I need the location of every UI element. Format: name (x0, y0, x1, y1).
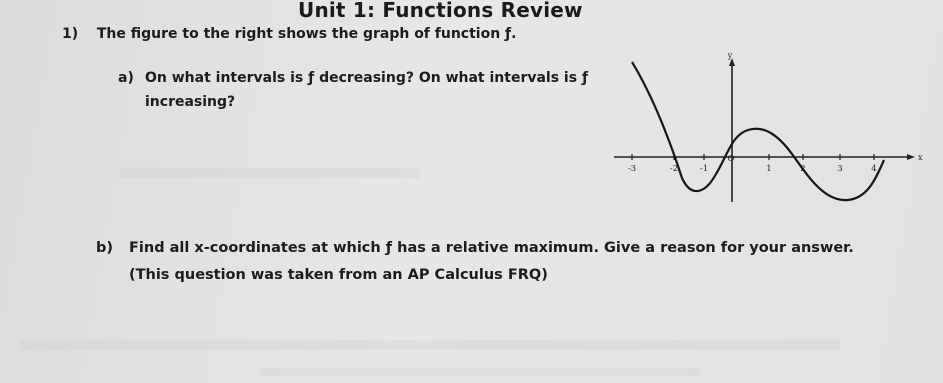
page-title: Unit 1: Functions Review (298, 0, 583, 22)
function-graph (612, 50, 922, 210)
x-axis-arrow (907, 154, 915, 160)
y-axis-label: y (727, 51, 733, 60)
tick-label-origin: O (727, 154, 735, 164)
question-1-number: 1) (62, 26, 79, 42)
part-a-text: On what intervals is ƒ decreasing? On what intervals is ƒ increasing? (145, 70, 589, 110)
function-curve (632, 62, 884, 200)
part-a-label: a) (118, 70, 134, 86)
bleed-through-smudge (120, 168, 420, 178)
question-part-b (96, 235, 916, 289)
bleed-through-smudge (20, 340, 840, 350)
tick-label-2: 2 (800, 164, 806, 174)
question-part-a (118, 66, 598, 114)
tick-label-neg1: -1 (699, 164, 709, 174)
x-axis-label: x (918, 153, 923, 162)
part-b-note: (This question was taken from an AP Calculus FRQ) (129, 267, 548, 283)
tick-label-neg3: -3 (627, 164, 637, 174)
tick-label-4: 4 (871, 164, 877, 174)
tick-label-neg2: -2 (669, 164, 679, 174)
tick-label-3: 3 (837, 164, 843, 174)
bleed-through-smudge (260, 368, 700, 376)
tick-label-1: 1 (766, 164, 772, 174)
part-b-text: Find all x-coordinates at which ƒ has a relative maximum. Give a reason for your answer. (129, 240, 854, 256)
question-1 (62, 26, 516, 42)
part-b-label: b) (96, 240, 114, 256)
question-1-text: The figure to the right shows the graph of function ƒ. (96, 26, 517, 42)
